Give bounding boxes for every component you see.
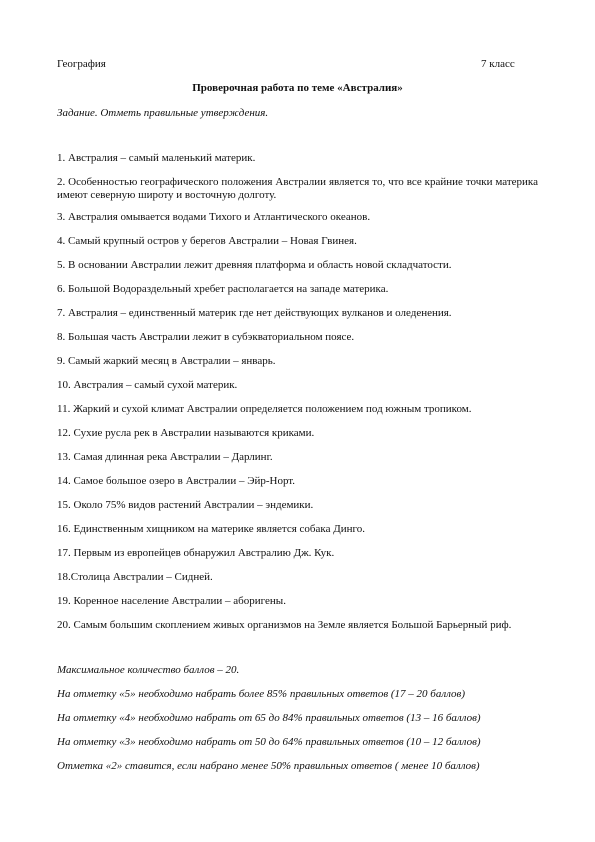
grading-line: На отметку «5» необходимо набрать более 85% правильных ответов (17 – 20 баллов)	[57, 688, 465, 700]
question-item: 8. Большая часть Австралии лежит в субэкваториальном поясе.	[57, 331, 355, 343]
grading-line: На отметку «3» необходимо набрать от 50 до 64% правильных ответов (10 – 12 баллов)	[57, 736, 481, 748]
grade-label: 7 класс	[481, 58, 515, 70]
question-item: 7. Австралия – единственный материк где нет действующих вулканов и оледенения.	[57, 307, 452, 319]
grading-line: Отметка «2» ставится, если набрано менее 50% правильных ответов ( менее 10 баллов)	[57, 760, 480, 772]
question-item: 2. Особенностью географического положения Австралии является то, что все крайние точки материка имеют северную широту и восточную долготу.	[57, 176, 538, 201]
page-title: Проверочная работа по теме «Австралия»	[192, 82, 403, 94]
question-item: 17. Первым из европейцев обнаружил Австралию Дж. Кук.	[57, 547, 335, 559]
task-instruction: Задание. Отметь правильные утверждения.	[57, 107, 269, 119]
question-item: 3. Австралия омывается водами Тихого и Атлантического океанов.	[57, 211, 371, 223]
question-item: 14. Самое большое озеро в Австралии – Эйр-Норт.	[57, 475, 296, 487]
question-item: 9. Самый жаркий месяц в Австралии – январь.	[57, 355, 276, 367]
grading-line: На отметку «4» необходимо набрать от 65 до 84% правильных ответов (13 – 16 баллов)	[57, 712, 481, 724]
grading-criteria	[57, 664, 538, 773]
question-item: 4. Самый крупный остров у берегов Австралии – Новая Гвинея.	[57, 235, 357, 247]
question-item: 19. Коренное население Австралии – аборигены.	[57, 595, 286, 607]
question-item: 18.Столица Австралии – Сидней.	[57, 571, 213, 583]
question-item: 12. Сухие русла рек в Австралии называются криками.	[57, 427, 315, 439]
question-item: 20. Самым большим скоплением живых организмов на Земле является Большой Барьерный риф.	[57, 619, 512, 631]
grading-line: Максимальное количество баллов – 20.	[57, 664, 240, 676]
question-item: 5. В основании Австралии лежит древняя платформа и область новой складчатости.	[57, 259, 452, 271]
question-item: 15. Около 75% видов растений Австралии – эндемики.	[57, 499, 314, 511]
question-item: 6. Большой Водораздельный хребет располагается на западе материка.	[57, 283, 389, 295]
question-item: 1. Австралия – самый маленький материк.	[57, 152, 256, 164]
question-item: 13. Самая длинная река Австралии – Дарлинг.	[57, 451, 273, 463]
question-item: 10. Австралия – самый сухой материк.	[57, 379, 238, 391]
question-item: 16. Единственным хищником на материке является собака Динго.	[57, 523, 365, 535]
subject-label: География	[57, 58, 106, 70]
question-item: 11. Жаркий и сухой климат Австралии определяется положением под южным тропиком.	[57, 403, 472, 415]
question-list	[57, 152, 538, 632]
